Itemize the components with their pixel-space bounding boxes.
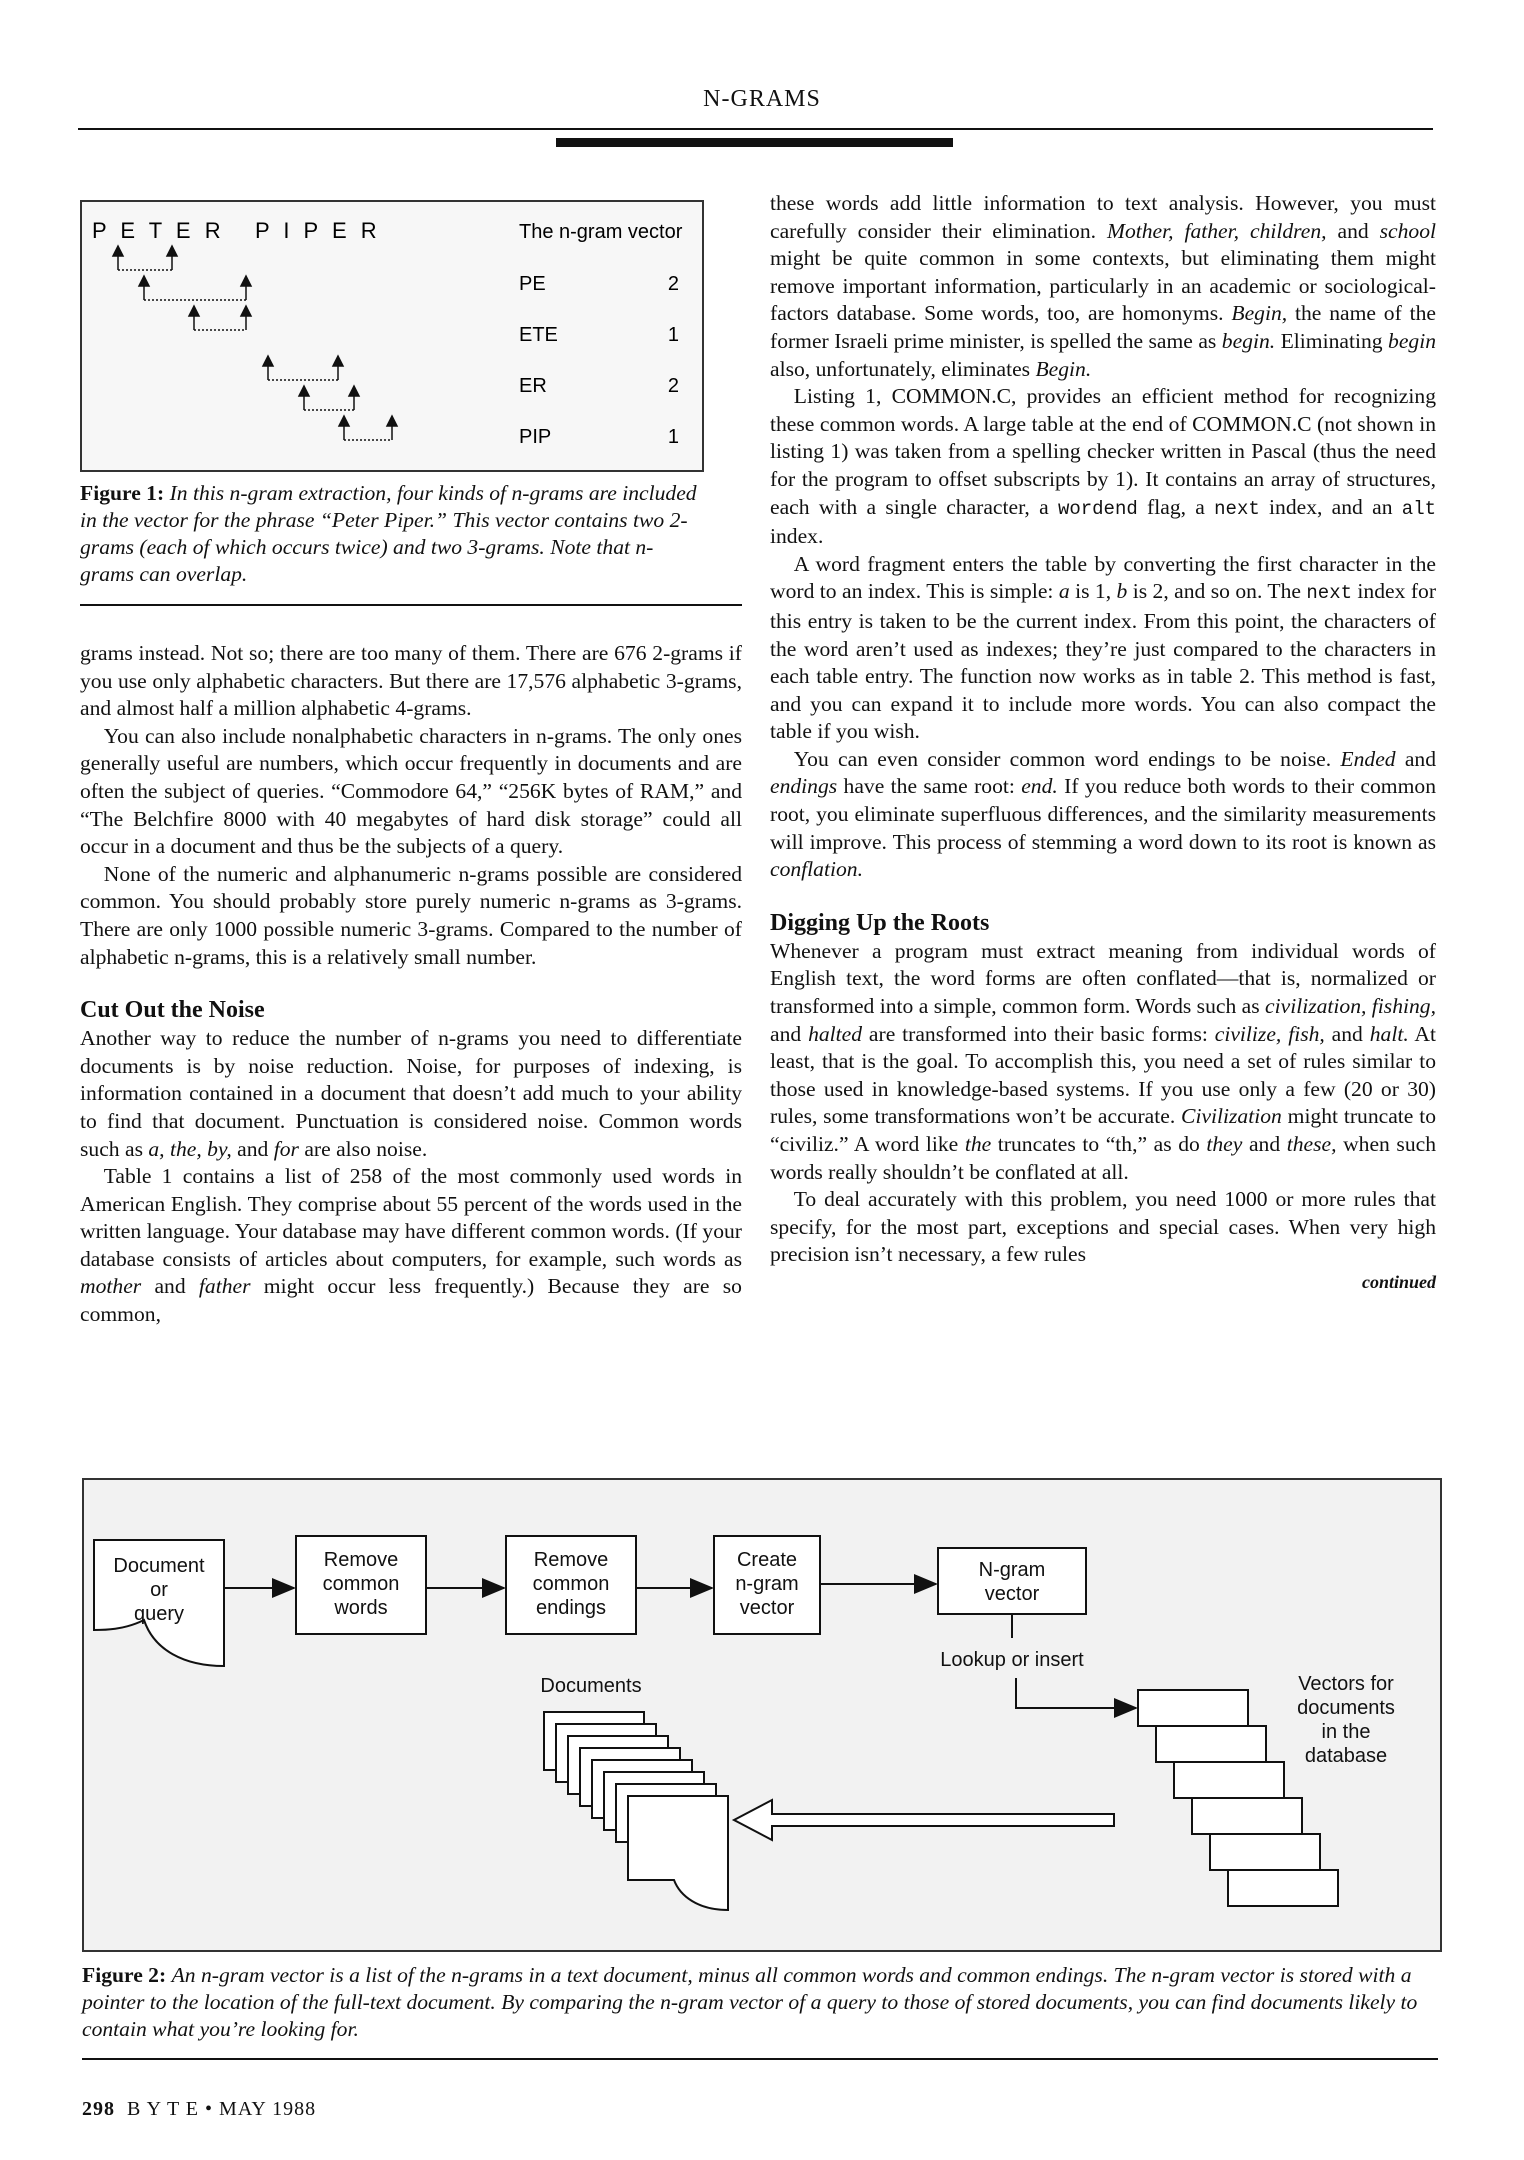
fig1-arrow-pe [113,246,177,270]
figure-2 [82,1478,1442,1952]
section-heading: Cut Out the Noise [80,997,265,1024]
paragraph: Listing 1, COMMON.C, provides an efficient method for recognizing these common words. A large table at the end of COMMON.C (not shown in listing 1) was taken from a spelling checker written in Pascal (thus the need for the program to offset subscripts by 1). It contains an array of structures, each with a single character, a wordend flag, a next index, and an alt index. [770,384,1437,549]
continued-note: continued [1361,1271,1436,1292]
documents-stack [544,1712,728,1910]
right-column [770,190,1436,1297]
fig1-vector-table [519,273,679,448]
documents-label: Documents [540,1675,642,1697]
header-rule [78,128,1433,130]
fig1-vector-title: The n-gram vector [519,221,683,243]
fig1-gram: ETE [519,324,558,346]
paragraph: Whenever a program must extract meaning from individual words of English text, the word forms are often conflated—that is, normalized or transformed into a simple, common form. Words such as civilization, fishing, and halted are transformed into their basic forms: civilize, fish, and halt. At least, that is the goal. To accomplish this, you need a set of rules similar to those used in knowledge-based systems. If you use only a few (20 or 30) rules, some transformations won’t be accurate. Civilization might truncate to “civiliz.” A word like the truncates to “th,” as do they and these, when such words really shouldn’t be conflated at all. [770,938,1437,1184]
paragraph: these words add little information to text analysis. However, you must carefully consider their elimination. Mother, father, children, and school might be quite common in some contexts, but eliminating them might remove important information, particularly in an academic or sociological-factors database. Some words, too, are homonyms. Begin, the name of the former Israeli prime minister, is spelled the same as begin. Eliminating begin also, unfortunately, eliminates Begin. [770,191,1436,381]
fig1-count: 2 [667,375,679,397]
fig1-count: 1 [667,324,679,346]
fig1-count: 2 [667,273,679,295]
fig1-arrow-ete [139,276,251,300]
paragraph: You can even consider common word endings to be noise. Ended and endings have the same root: end. If you reduce both words to their common root, you eliminate superfluous differences, and the similarity measurements will improve. This process of stemming a word down to its root is known as conflation. [770,746,1437,882]
fig1-caption-text: In this n-gram extraction, four kinds of n-grams are included in the vector for the phrase “Peter Piper.” This vector contains two 2-grams (each of which occurs twice) and two 3-grams. Note that n-grams can overlap. [80,481,697,586]
fig2-label: vector [984,1583,1040,1605]
figure-1-diagram [82,202,702,470]
fig2-label: Remove [533,1549,609,1571]
fig1-count: 1 [667,426,679,448]
fig1-gram: PIP [519,426,552,448]
fig1-arrow-er2 [339,416,397,440]
paragraph: You can also include nonalphabetic characters in n-grams. The only ones generally useful are numbers, which occur frequently in documents and are often the subject of queries. “Commodore 64,” “256K bytes of RAM,” and “The Belchfire 8000 with 40 megabytes of hard disk storage” could all occur in a document and thus be the subjects of a query. [80,723,742,859]
fig2-label: common [532,1573,610,1595]
paragraph: Table 1 contains a list of 258 of the most commonly used words in American English. They comprise about 55 percent of the words used in the written language. Your database may have different common words. (If your database consists of articles about computers, for example, such words as mother and father might occur less frequently.) Because they are so common, [80,1164,742,1327]
fig1-phrase: P E T E R P I P E R [92,218,381,243]
fig1-arrow-pi [299,386,359,410]
paragraph: grams instead. Not so; there are too many of them. There are 676 2-grams if you use only alphabetic characters. But there are 17,576 alphabetic 3-grams, and almost half a million alphabetic 4-grams. [80,641,742,721]
lookup-label: Lookup or insert [940,1649,1084,1671]
figure-1 [80,200,704,472]
page-folio [82,2098,316,2121]
fig1-gram: ER [519,375,547,397]
fig2-label: n-gram [735,1573,799,1595]
fig2-label: documents [1297,1697,1395,1719]
vector-stack [1138,1690,1338,1906]
left-column [80,640,742,1329]
page-number: 298 [82,2098,115,2120]
fig2-label: common [322,1573,400,1595]
section-heading: Digging Up the Roots [770,909,990,936]
fig1-arrows [113,246,397,440]
fig2-label: vector [739,1597,795,1619]
magazine-name: B Y T E [127,2098,200,2120]
header-bar [556,138,953,147]
fig1-caption-label: Figure 1: [80,481,165,505]
fig1-arrow-pip [263,356,343,380]
fig2-label: Remove [323,1549,399,1571]
fig2-caption-label: Figure 2: [82,1963,167,1987]
fig2-label: query [133,1603,185,1625]
fig2-label: or [150,1579,168,1601]
running-header: N-GRAMS [703,86,821,112]
figure-1-rule [80,604,742,606]
figure-2-caption [82,1962,1438,2043]
lookup-arrow [1016,1678,1136,1708]
paragraph: Another way to reduce the number of n-grams you need to differentiate documents is by noise reduction. Noise, for purposes of indexing, is information contained in a document that doesn’t add much to your ability to find that document. Punctuation is considered noise. Common words such as a, the, by, and for are also noise. [80,1026,742,1161]
paragraph: None of the numeric and alphanumeric n-grams possible are considered common. You should probably store purely numeric n-grams as 3-grams. There are only 1000 possible numeric 3-grams. Compared to the number of alphabetic n-grams, this is a relatively small number. [80,861,742,969]
fig1-arrow-er [189,306,251,330]
issue-date: MAY 1988 [219,2098,317,2120]
paragraph: A word fragment enters the table by converting the first character in the word to an index. This is simple: a is 1, b is 2, and so on. The next index for this entry is taken to be the current index. From this point, the characters of the word aren’t used as indexes; they’re just compared to the characters in each table entry. The function now works as in table 2. This method is fast, and you can expand it to include more words. You can also compact the table if you wish. [770,551,1437,744]
fig1-gram: PE [519,273,546,295]
fig2-label: Vectors for [1298,1673,1394,1695]
fig2-label: Create [736,1549,798,1571]
fig2-label: words [334,1597,388,1619]
big-left-arrow [734,1800,1114,1840]
figure-2-diagram [84,1480,1440,1950]
figure-1-caption [80,480,702,588]
fig2-label: database [1304,1745,1388,1767]
footer-rule [82,2058,1438,2060]
fig2-label: in the [1321,1721,1371,1743]
fig2-label: endings [535,1597,607,1619]
fig2-label: Document [113,1555,205,1577]
folio-bullet: • [205,2098,214,2120]
paragraph: To deal accurately with this problem, you need 1000 or more rules that specify, for the most part, exceptions and special cases. When very high precision isn’t necessary, a few rules [770,1187,1436,1267]
fig2-caption-text: An n-gram vector is a list of the n-grams in a text document, minus all common words and common endings. The n-gram vector is stored with a pointer to the location of the full-text document. By comparing the n-gram vector of a query to those of stored documents, you can find documents likely to contain what you’re looking for. [82,1963,1418,2041]
fig2-label: N-gram [978,1559,1046,1581]
